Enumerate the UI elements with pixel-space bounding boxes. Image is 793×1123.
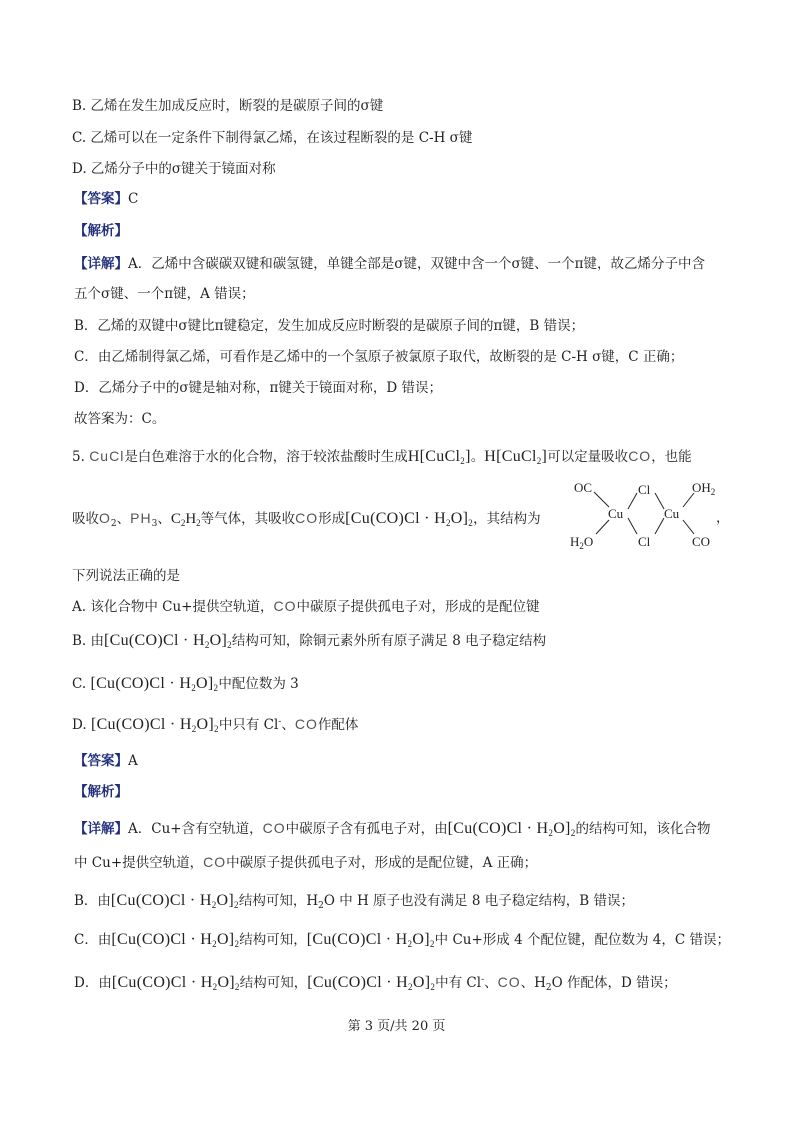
bond-cu-oh2 xyxy=(683,493,694,507)
page-number: 第 3 页/共 20 页 xyxy=(347,1019,446,1034)
q5-option-a: A. 该化合物中 Cu+提供空轨道，CO中碳原子提供孤电子对，形成的是配位键 xyxy=(72,598,540,615)
q4-analysis-heading: 【解析】 xyxy=(74,223,128,239)
bond-cl-bottom-cu-right xyxy=(655,518,664,534)
bond-oc-cu xyxy=(594,492,609,507)
q4-option-c: C. 乙烯可以在一定条件下制得氯乙烯，在该过程断裂的是 C-H σ键 xyxy=(72,130,473,146)
q5-detail-c: C．由$[Cu(CO)Cl \cdot H_2O]_2$结构可知，$[Cu(CO)Cl \cdot H_2O]_2$中 Cu+形成 4 个配位键，配位数为 4，C 错误； xyxy=(74,931,730,949)
q5-detail-b: B．由$[Cu(CO)Cl \cdot H_2O]_2$结构可知，$H_2O$ 中 H 原子也没有满足 8 电子稳定结构，B 错误； xyxy=(74,892,634,911)
q5-answer: 【答案】A xyxy=(74,753,138,769)
q4-option-b: B. 乙烯在发生加成反应时，断裂的是碳原子间的σ键 xyxy=(72,98,384,114)
bond-cu-co xyxy=(683,520,694,534)
cu-right: Cu xyxy=(664,506,680,521)
dimer-structure-diagram xyxy=(566,476,726,552)
q4-option-d: D. 乙烯分子中的σ键关于镜面对称 xyxy=(72,161,276,177)
q5-option-c: C. $[Cu(CO)Cl \cdot H_2O]_2$中配位数为 3 xyxy=(72,675,299,693)
ligand-oc: OC xyxy=(574,480,593,495)
q5-analysis-heading: 【解析】 xyxy=(74,784,128,800)
q5-stem-line2: 吸收$O_2$、$PH_3$、$C_2H_2$等气体，其吸收CO形成$[Cu(CO)Cl \cdot H_2O]_2$，其结构为 xyxy=(72,510,541,529)
q5-detail-a-line1: 【详解】A．Cu+含有空轨道，CO中碳原子含有孤电子对，由$[Cu(CO)Cl \cdot H_2O]_2$的结构可知，该化合物 xyxy=(74,820,711,838)
q4-answer: 【答案】C xyxy=(74,191,139,207)
ligand-oh2-label: $OH_2$ xyxy=(692,480,716,497)
bond-cl-top-cu-right xyxy=(655,493,664,509)
bond-cu-h2o xyxy=(596,520,609,534)
ligand-co: CO xyxy=(692,534,711,549)
q5-option-b: B. 由$[Cu(CO)Cl \cdot H_2O]_2$结构可知，除铜元素外所有原子满足 8 电子稳定结构 xyxy=(72,632,547,650)
bond-cu-cl-top-left xyxy=(628,493,637,509)
q4-detail-c: C．由乙烯制得氯乙烯，可看作是乙烯中的一个氢原子被氯原子取代，故断裂的是 C-H σ键，C 正确； xyxy=(74,349,684,365)
q5-stem-comma: ， xyxy=(716,510,730,526)
q4-detail-b: B．乙烯的双键中σ键比π键稳定，发生加成反应时断裂的是碳原子间的π键，B 错误； xyxy=(74,318,585,334)
q4-detail-a-line1: 【详解】A．乙烯中含碳碳双键和碳氢键，单键全部是σ键，双键中含一个σ键、一个π键，故乙烯分子中含 xyxy=(74,256,706,272)
q5-option-d: D. $[Cu(CO)Cl \cdot H_2O]_2$中只有 Cl-、CO作配体 xyxy=(72,716,359,734)
bond-cu-cl-bottom-left xyxy=(628,518,637,534)
q4-detail-a-line2: 五个σ键、一个π键，A 错误； xyxy=(74,286,255,302)
q5-stem-line1: 5. CuCl是白色难溶于水的化合物，溶于较浓盐酸时生成H[CuCl$_2$]。H[CuCl$_2$]可以定量吸收CO，也能 xyxy=(72,448,692,466)
q5-prompt: 下列说法正确的是 xyxy=(72,568,180,584)
cu-left: Cu xyxy=(608,506,624,521)
ligand-h2o-label: $H_2O$ xyxy=(570,534,594,551)
bridge-cl-top: Cl xyxy=(638,482,651,497)
page-footer xyxy=(0,1018,793,1036)
q4-detail-d: D．乙烯分子中的σ键是轴对称，π键关于镜面对称，D 错误； xyxy=(74,380,443,396)
bridge-cl-bottom: Cl xyxy=(638,534,651,549)
q5-detail-a-line2: 中 Cu+提供空轨道，CO中碳原子提供孤电子对，形成的是配位键，A 正确； xyxy=(74,854,538,871)
q5-detail-d: D．由$[Cu(CO)Cl \cdot H_2O]_2$结构可知，$[Cu(CO)Cl \cdot H_2O]_2$中有 Cl-、CO、$H_2O$ 作配体，D 错误； xyxy=(74,974,677,993)
q4-conclusion: 故答案为：C。 xyxy=(74,411,166,427)
